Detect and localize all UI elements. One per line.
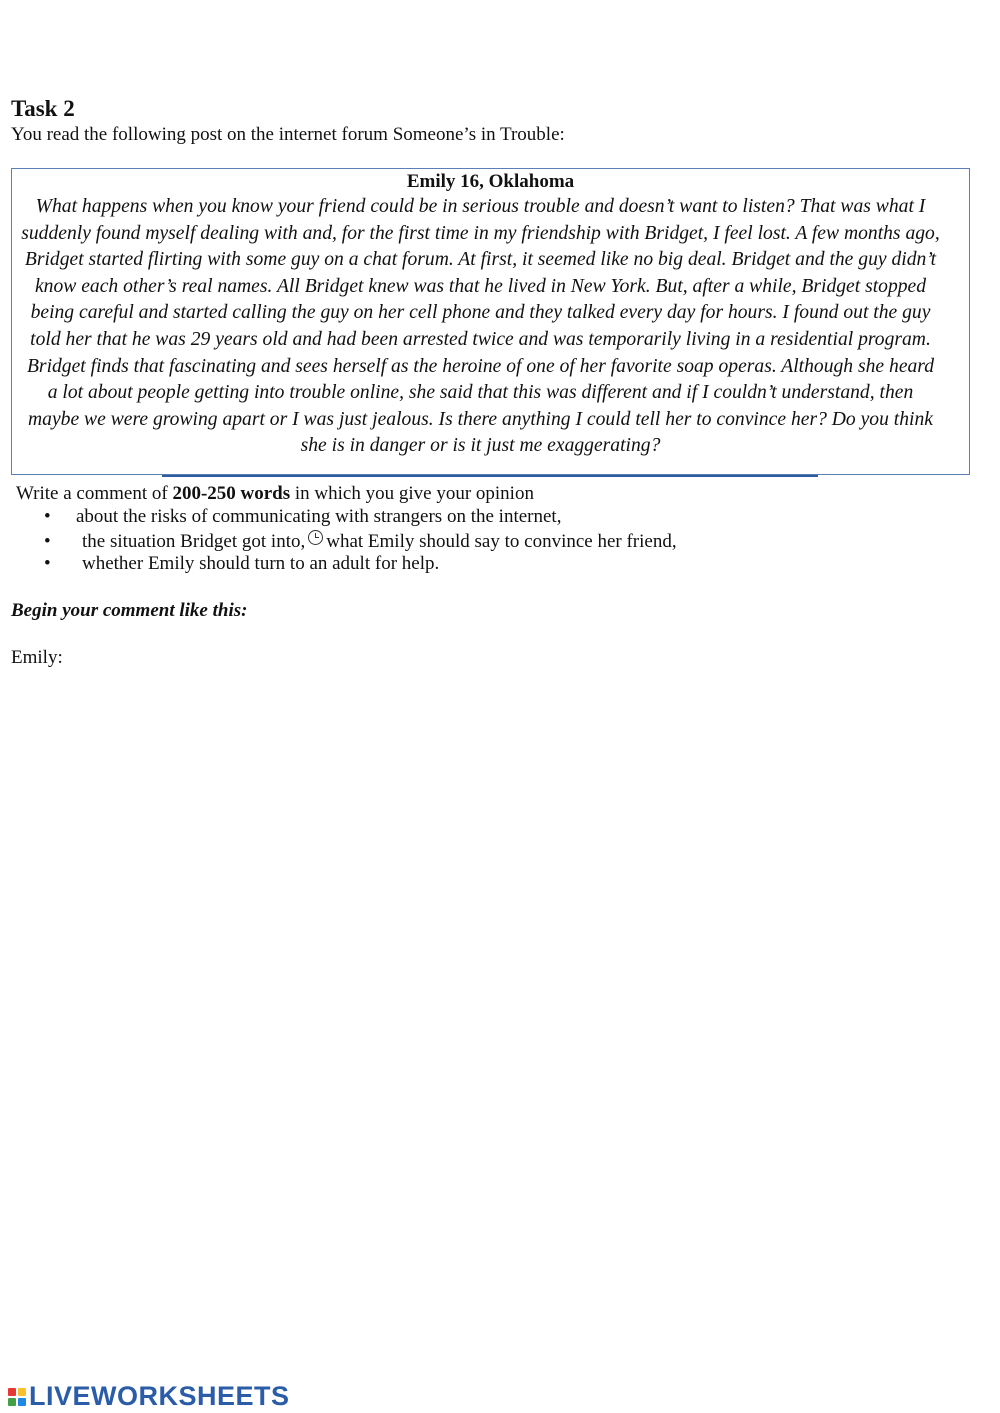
post-divider xyxy=(162,475,818,477)
begin-label: Begin your comment like this: xyxy=(11,600,248,621)
logo-block xyxy=(8,1398,16,1406)
liveworksheets-logo[interactable] xyxy=(8,1381,290,1412)
bullet: • xyxy=(44,530,51,552)
post-author: Emily 16, Oklahoma xyxy=(406,171,575,192)
logo-block xyxy=(8,1388,16,1396)
post-line: What happens when you know your friend could be in serious trouble and doesn’t want to listen? That was what I xyxy=(35,196,926,217)
bullet: • xyxy=(44,553,51,574)
list-item-text: about the risks of communicating with strangers on the internet, xyxy=(76,506,562,527)
post-line: a lot about people getting into trouble online, she said that this was different and if I couldn’t understand, then xyxy=(47,382,914,404)
instructions-suffix: in which you give your opinion xyxy=(290,483,534,504)
task-intro: You read the following post on the internet forum Someone’s in Trouble: xyxy=(11,124,565,145)
salutation: Emily: xyxy=(11,647,63,668)
post-line: told her that he was 29 years old and had been arrested twice and was temporarily living in a residential program. xyxy=(30,328,931,350)
list-item xyxy=(44,530,677,554)
post-line: Bridget finds that fascinating and sees herself as the heroine of one of her favorite soap operas. Although she heard xyxy=(26,355,935,377)
post-line: know each other’s real names. All Bridget knew was that he lived in New York. But, after a while, Bridget stopped xyxy=(34,275,927,297)
clock-icon xyxy=(308,530,323,545)
post-line: Bridget started flirting with some guy on a chat forum. At first, it seemed like no big deal. Bridget and the guy didn’t xyxy=(24,249,937,271)
post-line: being careful and started calling the guy on her cell phone and they talked every day for hours. I found out the guy xyxy=(30,302,931,324)
instructions-prefix: Write a comment of xyxy=(16,483,173,504)
logo-blocks-icon xyxy=(8,1388,26,1406)
forum-post-box xyxy=(11,168,970,475)
task-title: Task 2 xyxy=(11,96,75,121)
word-count: 200-250 words xyxy=(172,483,291,504)
list-item-text: the situation Bridget got into, xyxy=(82,530,306,552)
post-line: suddenly found myself dealing with and, for the first time in my friendship with Bridget, I feel lost. A few months ago, xyxy=(21,222,940,244)
list-item xyxy=(44,506,677,530)
post-body xyxy=(10,194,951,460)
instructions xyxy=(16,483,534,505)
logo-block xyxy=(18,1398,26,1406)
bullet: • xyxy=(44,506,51,527)
instruction-list xyxy=(44,506,677,577)
post-line: maybe we were growing apart or I was just jealous. Is there anything I could tell her to convince her? Do you think xyxy=(28,408,933,430)
list-item xyxy=(44,553,677,577)
logo-text: LIVEWORKSHEETS xyxy=(29,1381,290,1411)
post-line: she is in danger or is it just me exaggerating? xyxy=(300,435,661,457)
logo-block xyxy=(18,1388,26,1396)
list-item-text: whether Emily should turn to an adult for help. xyxy=(82,553,440,574)
list-item-text: what Emily should say to convince her friend, xyxy=(326,530,677,552)
